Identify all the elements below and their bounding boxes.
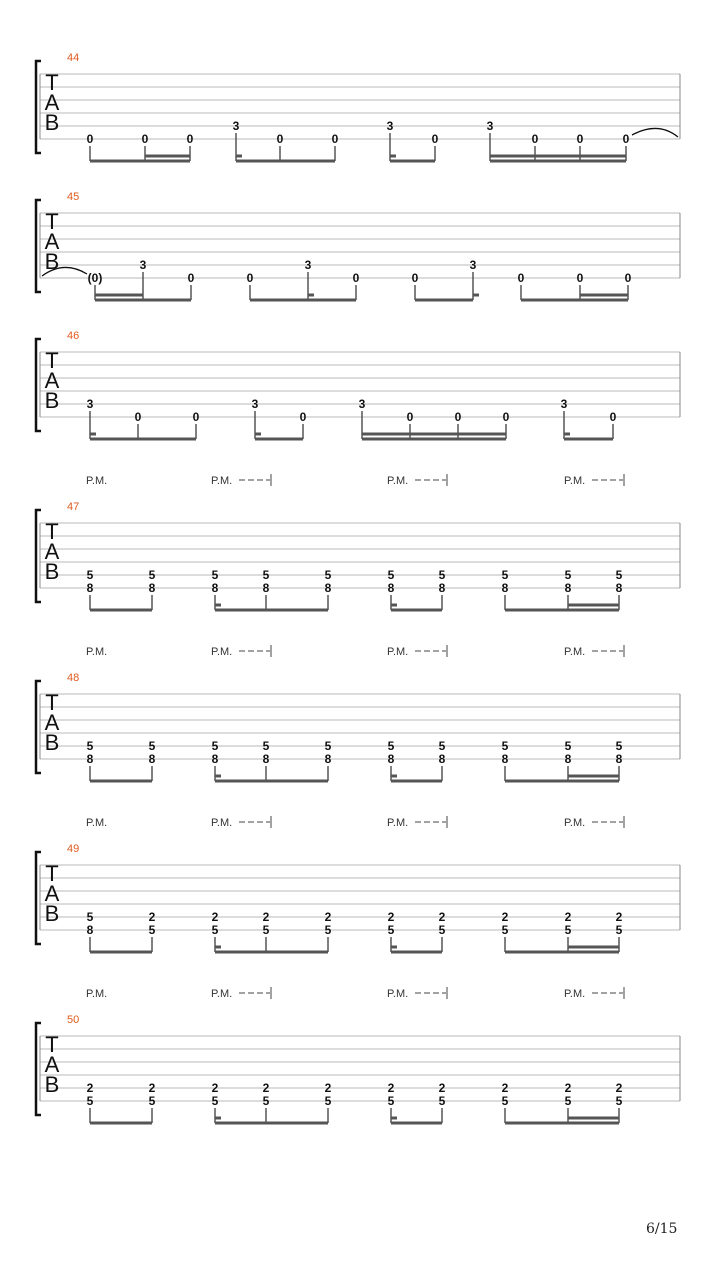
- fret-number: 3: [251, 397, 259, 411]
- tab-system-44: [36, 52, 680, 161]
- fret-number: 2: [387, 910, 395, 924]
- fret-number: 8: [148, 752, 156, 766]
- fret-number: 8: [262, 581, 270, 595]
- tab-clef-letter: T: [45, 519, 59, 544]
- tab-clef-letter: A: [44, 1052, 60, 1077]
- fret-number: 8: [501, 752, 509, 766]
- tab-clef-letter: A: [44, 710, 60, 735]
- fret-number: 5: [262, 1094, 270, 1108]
- palm-mute-label: P.M.: [86, 646, 108, 658]
- tab-system-50: [36, 987, 680, 1123]
- fret-number: 5: [438, 739, 446, 753]
- measure-number: 47: [67, 501, 80, 513]
- fret-number: 5: [615, 1094, 623, 1108]
- tab-clef-letter: A: [44, 881, 60, 906]
- palm-mute-label: P.M.: [211, 475, 233, 487]
- fret-number: 2: [211, 910, 219, 924]
- fret-number: 2: [148, 910, 156, 924]
- fret-number: 8: [262, 752, 270, 766]
- fret-number: 5: [148, 923, 156, 937]
- fret-number: 5: [148, 1094, 156, 1108]
- fret-number: 5: [86, 910, 94, 924]
- fret-number: 0: [517, 271, 525, 285]
- fret-number: 5: [262, 568, 270, 582]
- fret-number: 0: [141, 132, 149, 146]
- tie-arc: [632, 128, 678, 137]
- fret-number: (0): [87, 271, 103, 285]
- fret-number: 3: [232, 119, 240, 133]
- palm-mute-label: P.M.: [86, 988, 108, 1000]
- fret-number: 2: [86, 1081, 94, 1095]
- fret-number: 5: [438, 923, 446, 937]
- tab-system-49: [36, 816, 680, 952]
- fret-number: 8: [387, 581, 395, 595]
- fret-number: 0: [187, 271, 195, 285]
- fret-number: 0: [576, 132, 584, 146]
- fret-number: 5: [501, 1094, 509, 1108]
- tab-system-48: [36, 645, 680, 781]
- tab-clef-letter: B: [44, 1072, 60, 1097]
- tab-clef-letter: A: [44, 539, 60, 564]
- fret-number: 2: [324, 1081, 332, 1095]
- fret-number: 2: [438, 910, 446, 924]
- fret-number: 3: [139, 258, 147, 272]
- fret-number: 0: [186, 132, 194, 146]
- palm-mute-label: P.M.: [86, 475, 108, 487]
- fret-number: 5: [324, 739, 332, 753]
- fret-number: 5: [148, 739, 156, 753]
- fret-number: 5: [86, 1094, 94, 1108]
- fret-number: 0: [134, 410, 142, 424]
- tab-clef-letter: T: [45, 690, 59, 715]
- tab-clef-letter: B: [44, 388, 60, 413]
- fret-number: 5: [615, 568, 623, 582]
- fret-number: 8: [211, 581, 219, 595]
- fret-number: 0: [431, 132, 439, 146]
- fret-number: 5: [211, 923, 219, 937]
- fret-number: 5: [615, 739, 623, 753]
- fret-number: 8: [564, 752, 572, 766]
- fret-number: 0: [86, 132, 94, 146]
- fret-number: 5: [262, 739, 270, 753]
- fret-number: 0: [454, 410, 462, 424]
- fret-number: 8: [86, 923, 94, 937]
- fret-number: 8: [86, 581, 94, 595]
- fret-number: 0: [352, 271, 360, 285]
- fret-number: 0: [622, 132, 630, 146]
- fret-number: 0: [609, 410, 617, 424]
- fret-number: 2: [501, 1081, 509, 1095]
- fret-number: 0: [246, 271, 254, 285]
- tab-clef-letter: B: [44, 730, 60, 755]
- fret-number: 0: [276, 132, 284, 146]
- fret-number: 3: [86, 397, 94, 411]
- fret-number: 5: [564, 1094, 572, 1108]
- fret-number: 5: [564, 739, 572, 753]
- measure-number: 46: [67, 330, 80, 342]
- fret-number: 3: [386, 119, 394, 133]
- fret-number: 5: [86, 568, 94, 582]
- palm-mute-label: P.M.: [211, 988, 233, 1000]
- fret-number: 0: [411, 271, 419, 285]
- measure-number: 49: [67, 843, 80, 855]
- fret-number: 5: [438, 1094, 446, 1108]
- fret-number: 5: [86, 739, 94, 753]
- fret-number: 5: [438, 568, 446, 582]
- page-number: 6/15: [646, 1221, 678, 1237]
- tab-clef-letter: A: [44, 229, 60, 254]
- fret-number: 5: [564, 923, 572, 937]
- fret-number: 5: [148, 568, 156, 582]
- fret-number: 3: [469, 258, 477, 272]
- fret-number: 5: [387, 1094, 395, 1108]
- tab-clef-letter: T: [45, 348, 59, 373]
- fret-number: 5: [387, 568, 395, 582]
- palm-mute-label: P.M.: [564, 817, 586, 829]
- fret-number: 2: [148, 1081, 156, 1095]
- fret-number: 2: [501, 910, 509, 924]
- measure-number: 45: [67, 191, 80, 203]
- fret-number: 5: [501, 739, 509, 753]
- tab-system-46: [36, 330, 680, 439]
- fret-number: 5: [615, 923, 623, 937]
- measure-number: 48: [67, 672, 80, 684]
- fret-number: 5: [387, 739, 395, 753]
- palm-mute-label: P.M.: [387, 988, 409, 1000]
- fret-number: 3: [486, 119, 494, 133]
- fret-number: 3: [358, 397, 366, 411]
- fret-number: 2: [324, 910, 332, 924]
- fret-number: 5: [324, 923, 332, 937]
- tab-clef-letter: A: [44, 368, 60, 393]
- fret-number: 8: [438, 581, 446, 595]
- tab-clef-letter: T: [45, 1032, 59, 1057]
- palm-mute-label: P.M.: [564, 475, 586, 487]
- tab-clef-letter: T: [45, 209, 59, 234]
- fret-number: 5: [324, 568, 332, 582]
- fret-number: 0: [531, 132, 539, 146]
- palm-mute-label: P.M.: [211, 817, 233, 829]
- fret-number: 5: [211, 1094, 219, 1108]
- tab-clef-letter: B: [44, 559, 60, 584]
- fret-number: 2: [211, 1081, 219, 1095]
- tab-system-45: [36, 191, 680, 300]
- tab-clef-letter: B: [44, 901, 60, 926]
- fret-number: 8: [148, 581, 156, 595]
- fret-number: 0: [406, 410, 414, 424]
- tab-clef-letter: T: [45, 70, 59, 95]
- palm-mute-label: P.M.: [564, 988, 586, 1000]
- fret-number: 2: [615, 1081, 623, 1095]
- fret-number: 5: [501, 923, 509, 937]
- fret-number: 0: [624, 271, 632, 285]
- fret-number: 8: [86, 752, 94, 766]
- fret-number: 2: [438, 1081, 446, 1095]
- fret-number: 0: [299, 410, 307, 424]
- fret-number: 5: [211, 568, 219, 582]
- fret-number: 0: [576, 271, 584, 285]
- fret-number: 5: [262, 923, 270, 937]
- fret-number: 8: [615, 581, 623, 595]
- fret-number: 2: [615, 910, 623, 924]
- tab-clef-letter: B: [44, 249, 60, 274]
- palm-mute-label: P.M.: [211, 646, 233, 658]
- fret-number: 8: [324, 752, 332, 766]
- fret-number: 8: [387, 752, 395, 766]
- palm-mute-label: P.M.: [564, 646, 586, 658]
- measure-number: 50: [67, 1014, 80, 1026]
- palm-mute-label: P.M.: [387, 817, 409, 829]
- fret-number: 8: [501, 581, 509, 595]
- tab-clef-letter: A: [44, 90, 60, 115]
- tab-clef-letter: B: [44, 110, 60, 135]
- fret-number: 8: [564, 581, 572, 595]
- fret-number: 0: [331, 132, 339, 146]
- fret-number: 5: [324, 1094, 332, 1108]
- fret-number: 8: [438, 752, 446, 766]
- tab-system-47: [36, 474, 680, 610]
- palm-mute-label: P.M.: [387, 646, 409, 658]
- fret-number: 2: [387, 1081, 395, 1095]
- fret-number: 2: [262, 910, 270, 924]
- fret-number: 0: [192, 410, 200, 424]
- fret-number: 5: [387, 923, 395, 937]
- fret-number: 8: [324, 581, 332, 595]
- fret-number: 5: [501, 568, 509, 582]
- fret-number: 0: [502, 410, 510, 424]
- fret-number: 5: [211, 739, 219, 753]
- palm-mute-label: P.M.: [86, 817, 108, 829]
- fret-number: 3: [304, 258, 312, 272]
- fret-number: 3: [560, 397, 568, 411]
- measure-number: 44: [67, 52, 80, 64]
- fret-number: 2: [564, 910, 572, 924]
- fret-number: 2: [262, 1081, 270, 1095]
- fret-number: 8: [211, 752, 219, 766]
- palm-mute-label: P.M.: [387, 475, 409, 487]
- tab-clef-letter: T: [45, 861, 59, 886]
- fret-number: 8: [615, 752, 623, 766]
- fret-number: 5: [564, 568, 572, 582]
- fret-number: 2: [564, 1081, 572, 1095]
